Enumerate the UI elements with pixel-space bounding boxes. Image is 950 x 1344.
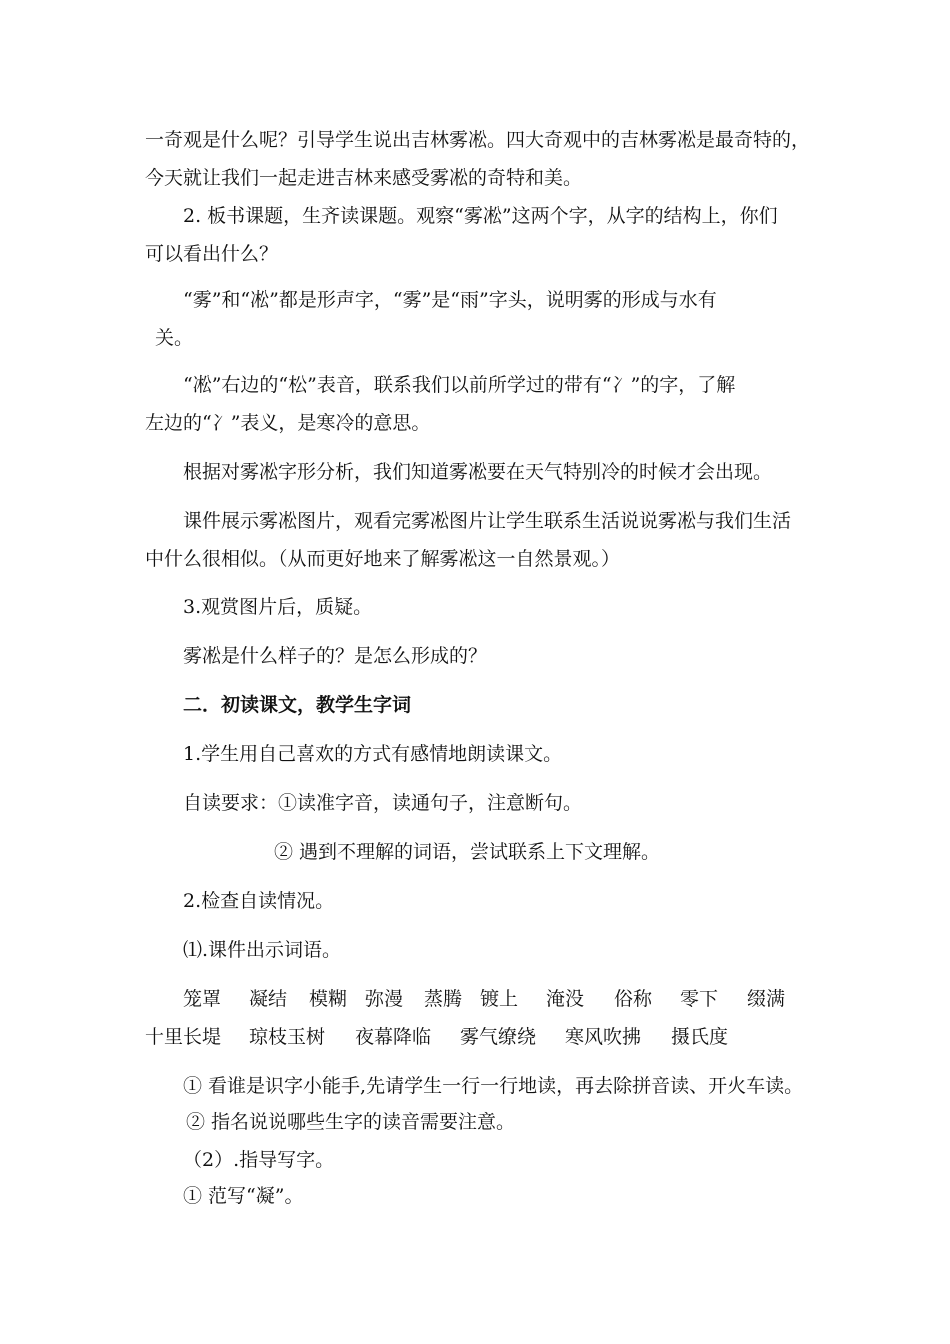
vocab-word: 笼罩 [183,988,222,1010]
paragraph-line: 中什么很相似。（从而更好地来了解雾凇这一自然景观。） [145,548,621,570]
vocab-word: 缀满 [747,988,786,1010]
paragraph-line: ② 指名说说哪些生字的读音需要注意。 [186,1111,516,1133]
vocab-word: 夜幕降临 [355,1026,432,1048]
vocab-word: 镀上 [480,988,519,1010]
vocab-word: 寒风吹拂 [565,1026,642,1048]
vocab-word: 弥漫 [365,988,404,1010]
paragraph-line: 课件展示雾凇图片，观看完雾凇图片让学生联系生活说说雾凇与我们生活 [183,510,792,532]
vocab-word: 摄氏度 [671,1026,729,1048]
paragraph-line: 3.观赏图片后，质疑。 [183,596,373,618]
paragraph-line: 关。 [155,327,194,349]
paragraph-line: “凇”右边的“松”表音，联系我们以前所学过的带有“冫”的字，了解 [183,374,736,396]
paragraph-line: ① 范写“凝”。 [183,1185,304,1207]
paragraph-line: 一奇观是什么呢？引导学生说出吉林雾凇。四大奇观中的吉林雾凇是最奇特的， [145,129,811,151]
vocab-word: 凝结 [249,988,288,1010]
vocab-word: 蒸腾 [424,988,463,1010]
section-heading: 二．初读课文，教学生字词 [183,694,412,716]
vocab-word: 模糊 [309,988,348,1010]
paragraph-line: ⑴.课件出示词语。 [183,939,342,961]
paragraph-line: ② 遇到不理解的词语，尝试联系上下文理解。 [274,841,661,863]
paragraph-line: 自读要求：①读准字音，读通句子，注意断句。 [183,792,583,814]
paragraph-line: 今天就让我们一起走进吉林来感受雾凇的奇特和美。 [145,167,583,189]
vocab-word: 淹没 [546,988,585,1010]
paragraph-line: 2. 板书课题，生齐读课题。观察“雾凇”这两个字，从字的结构上，你们 [183,205,778,227]
paragraph-line: 2.检查自读情况。 [183,890,335,912]
paragraph-line: （2）.指导写字。 [183,1149,335,1171]
vocab-word: 雾气缭绕 [460,1026,537,1048]
vocab-word: 零下 [680,988,719,1010]
paragraph-line: ① 看谁是识字小能手,先请学生一行一行地读，再去除拼音读、开火车读。 [183,1075,804,1097]
paragraph-line: 左边的“冫”表义，是寒冷的意思。 [145,412,431,434]
vocab-word: 俗称 [614,988,653,1010]
paragraph-line: 1.学生用自己喜欢的方式有感情地朗读课文。 [183,743,563,765]
paragraph-line: 根据对雾凇字形分析，我们知道雾凇要在天气特别冷的时候才会出现。 [183,461,773,483]
vocab-word: 十里长堤 [145,1026,222,1048]
paragraph-line: 可以看出什么？ [145,243,279,265]
paragraph-line: “雾”和“凇”都是形声字，“雾”是“雨”字头，说明雾的形成与水有 [183,289,717,311]
paragraph-line: 雾凇是什么样子的？是怎么形成的？ [183,645,488,667]
vocab-word: 琼枝玉树 [249,1026,326,1048]
